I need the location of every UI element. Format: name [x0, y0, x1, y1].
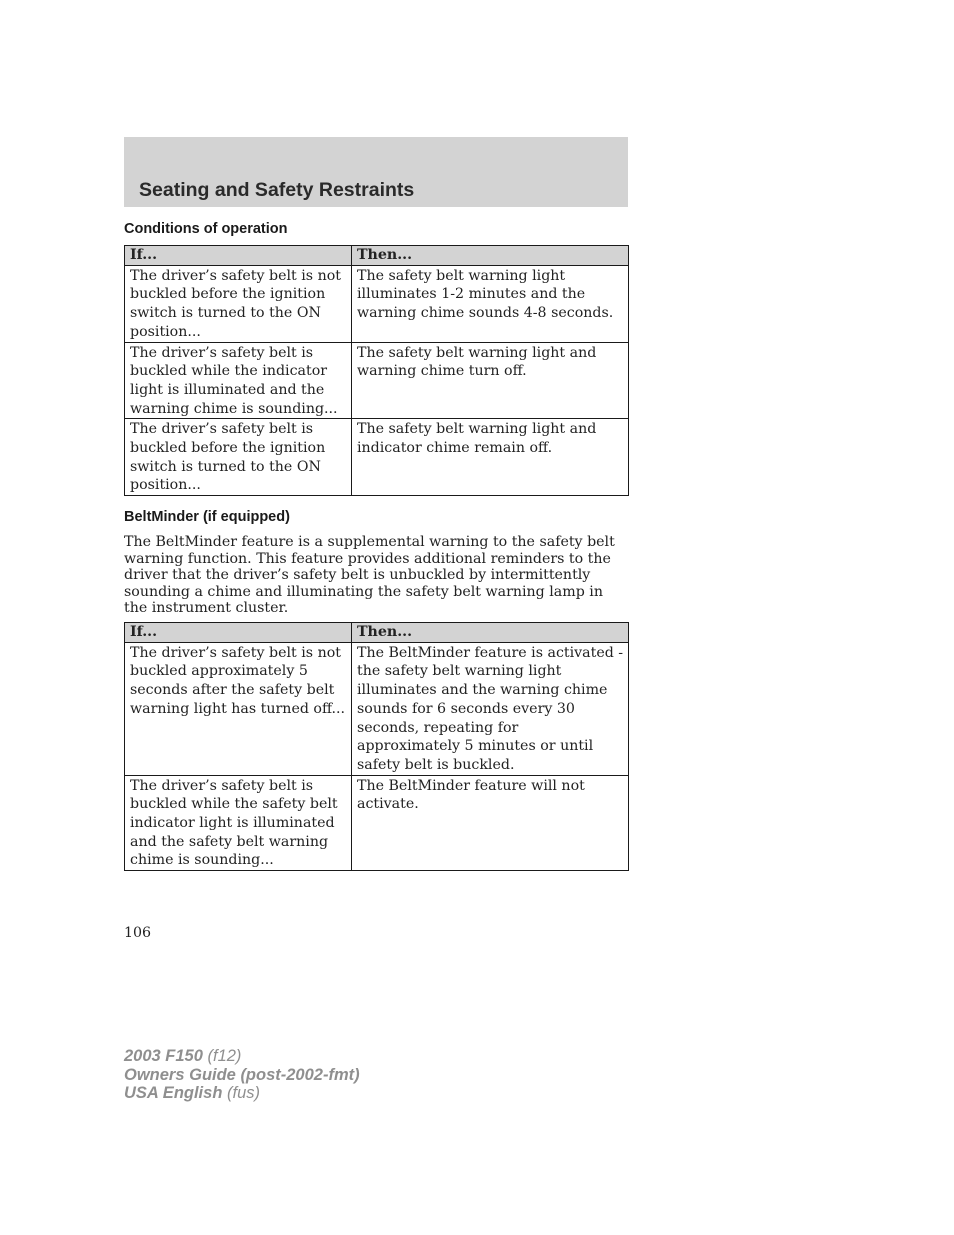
- document-footer: [124, 1047, 360, 1103]
- conditions-table: [124, 245, 629, 496]
- footer-guide-title: Owners Guide (post-2002-fmt): [124, 1065, 360, 1084]
- beltminder-heading: BeltMinder (if equipped): [124, 509, 290, 525]
- page-number: 106: [124, 925, 152, 941]
- table-row: [125, 419, 629, 496]
- table-cell-if: The driver’s safety belt is not buckled before the ignition switch is turned to the ON position...: [125, 265, 352, 342]
- table-row: [125, 342, 629, 419]
- table-cell-if: The driver’s safety belt is not buckled approximately 5 seconds after the safety belt warning light has turned off...: [125, 642, 352, 775]
- table-row: [125, 775, 629, 871]
- table-row: [125, 265, 629, 342]
- table-cell-then: The safety belt warning light and warning chime turn off.: [352, 342, 629, 419]
- table-cell-then: The safety belt warning light and indicator chime remain off.: [352, 419, 629, 496]
- column-header-then: Then...: [352, 623, 629, 643]
- table-cell-then: The BeltMinder feature is activated - the safety belt warning light illuminates and the warning chime sounds for 6 seconds every 30 seconds, repeating for approximately 5 minutes or until safety belt is buckled.: [352, 642, 629, 775]
- column-header-if: If...: [125, 246, 352, 266]
- beltminder-table: [124, 622, 629, 871]
- column-header-if: If...: [125, 623, 352, 643]
- footer-language-code: (fus): [227, 1084, 260, 1102]
- table-row: [125, 642, 629, 775]
- table-cell-then: The safety belt warning light illuminates 1-2 minutes and the warning chime sounds 4-8 seconds.: [352, 265, 629, 342]
- table-cell-if: The driver’s safety belt is buckled while the indicator light is illuminated and the warning chime is sounding...: [125, 342, 352, 419]
- table-header-row: [125, 623, 629, 643]
- table-cell-if: The driver’s safety belt is buckled while the safety belt indicator light is illuminated and the safety belt warning chime is sounding...: [125, 775, 352, 871]
- footer-model-code: (f12): [207, 1047, 242, 1065]
- footer-model: 2003 F150: [124, 1047, 203, 1065]
- section-header-band: [124, 137, 628, 207]
- section-title: Seating and Safety Restraints: [139, 179, 415, 201]
- conditions-heading: Conditions of operation: [124, 221, 288, 237]
- table-cell-then: The BeltMinder feature will not activate.: [352, 775, 629, 871]
- table-cell-if: The driver’s safety belt is buckled before the ignition switch is turned to the ON position...: [125, 419, 352, 496]
- beltminder-paragraph: The BeltMinder feature is a supplemental warning to the safety belt warning function. This feature provides additional reminders to the driver that the driver’s safety belt is unbuckled by intermittently sounding a chime and illuminating the safety belt warning lamp in the instrument cluster.: [124, 534, 615, 616]
- column-header-then: Then...: [352, 246, 629, 266]
- table-header-row: [125, 246, 629, 266]
- footer-language: USA English: [124, 1084, 223, 1102]
